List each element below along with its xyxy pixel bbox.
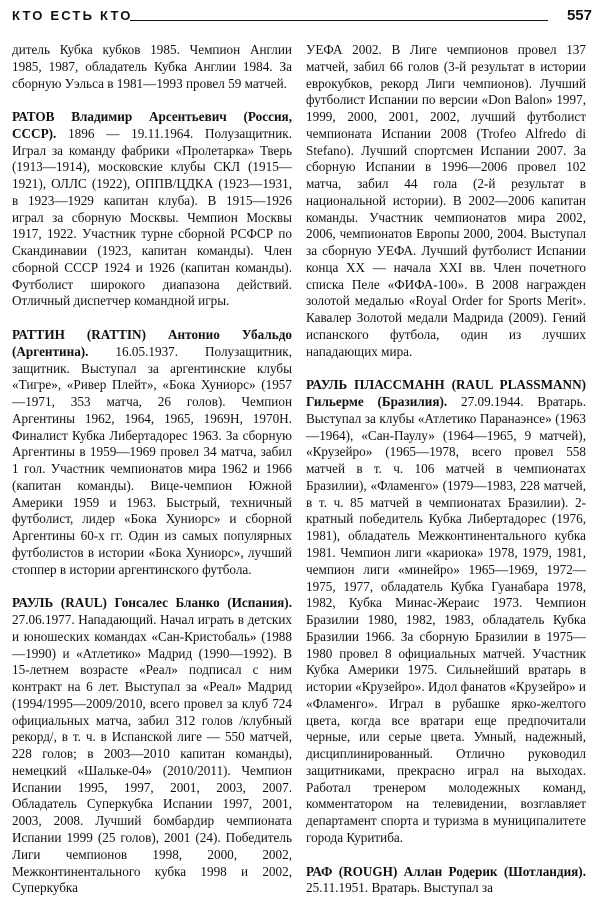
left-column — [12, 42, 292, 897]
entry-raul-plassmann — [306, 377, 586, 846]
page-header — [12, 8, 592, 26]
running-title: КТО ЕСТЬ КТО — [12, 8, 133, 23]
right-column — [306, 42, 586, 897]
entry-heading: РАТОВ Владимир Арсентьевич (Россия, СССР). — [12, 109, 292, 141]
entry-heading: РАТТИН (RATTIN) Антонио Убальдо (Аргентина). — [12, 327, 292, 359]
entry-raul — [12, 595, 292, 897]
entry-continuation: УЕФА 2002. В Лиге чемпионов провел 137 матчей, забил 66 голов (3-й результат в истории еврокубков, рекорд Лиги чемпионов). Лучший футболист Испании по версии «Don Balon» 1997, 1999, 2000, 2001, 2002, лучший футболист чемпионата Испании 2008 (Trofeo Alfredo di Stefano). Лучший спортсмен Испании 2007. За сборную Испании в 1996—2006 провел 102 матча, забил 44 гола (2-й результат в национальной истории). В 2002—2006 капитан команды. Участник чемпионатов мира 2002, 2006, чемпионатов Европы 2000, 2004. Выступал за сборную УЕФА. Лучший футболист Испании конца XX — начала XXI вв. Член почетного списка Пеле «ФИФА-100». В 2008 награжден золотой медалью «Royal Order for Sports Merit». Кавалер Золотой медали Мадрида (2009). Гений испанского футбола, один из лучших нападающих мира. — [306, 42, 586, 359]
header-rule — [130, 20, 548, 21]
entry-text: 1896 — 19.11.1964. Полузащитник. Играл за команду фабрики «Пролетарка» Тверь (1913—1914), московские клубы СКЛ (1915—1921), ОЛЛС (1922), ОППВ/ЦДКА (1923—1931, в 1923—1929 капитан клуба). В 1915—1926 играл за сборную Москвы. Чемпион Москвы 1917, 1922. Участник турне сборной РСФСР по Скандинавии (1923, капитан команды). Член сборной СССР 1924 и 1926 (капитан команды). Футболист широкого диапазона действий. Отличный диспетчер командной игры. — [12, 125, 292, 309]
entry-rattin — [12, 327, 292, 578]
entry-text: 16.05.1937. Полузащитник, защитник. Выступал за аргентинские клубы «Тигре», «Ривер Плейт», «Бока Хуниорс» (1957—1971, 353 матча, 26 голов). Чемпион Аргентины 1962, 1964, 1965, 1969Н, 1970Н. Финалист Кубка Либертадорес 1963. За сборную Аргентины в 1959—1969 провел 34 матча, забил 1 гол. Участник чемпионатов мира 1962 и 1966 (капитан команды). Вице-чемпион Южной Америки 1959 и 1963. Быстрый, техничный футболист, лидер «Бока Хуниорс» и сборной Аргентины 60-х гг. Один из самых популярных футболистов в истории «Бока Хуниорс», лучший стоппер в истории аргентинского футбола. — [12, 343, 292, 577]
entry-heading: РАФ (ROUGH) Аллан Родерик (Шотландия). — [306, 863, 586, 879]
entry-ratov — [12, 109, 292, 310]
entry-heading: РАУЛЬ ПЛАССМАНН (RAUL PLASSMANN) Гильерме (Бразилия). — [306, 377, 586, 410]
entry-text: 25.11.1951. Вратарь. Выступал за — [306, 880, 493, 896]
entry-heading: РАУЛЬ (RAUL) Гонсалес Бланко (Испания). — [12, 595, 292, 611]
entry-text: 27.06.1977. Нападающий. Начал играть в детских и юношеских командах «Сан-Кристобаль» (1988—1990) и «Атлетико» Мадрид (1990—1992). В 15-летнем возрасте «Реал» подписал с ним контракт на 6 лет. Выступал за «Реал» Мадрид (1994/1995—2009/2010, всего провел за клуб 724 официальных матча, забил 312 голов /клубный рекорд/, в т. ч. в Испанской лиге — 550 матчей, 228 голов; в 2003—2010 капитан команды), немецкий «Шальке-04» (2010/2011). Чемпион Испании 1995, 1997, 2001, 2003, 2007. Обладатель Суперкубка Испании 1997, 2001, 2003, 2008. Лучший бомбардир чемпионата Испании 1999 (25 голов), 2001 (24). Победитель Лиги чемпионов 1998, 2000, 2002, Межконтинентального кубка 1998 и 2002, Суперкубка — [12, 612, 292, 896]
entry-continuation: дитель Кубка кубков 1985. Чемпион Англии 1985, 1987, обладатель Кубка Англии 1984. За сборную Уэльса в 1981—1993 провел 59 матчей. — [12, 42, 292, 91]
page-number: 557 — [566, 7, 592, 24]
entry-rough — [306, 864, 586, 898]
entry-text: 27.09.1944. Вратарь. Выступал за клубы «Атлетико Паранаэнсе» (1963—1964), «Сан-Паулу» (1964—1965, 9 матчей), «Крузейро» (1965—1978, всего провел 558 матчей в т. ч. 106 матчей в чемпионатах Бразилии), «Фламенго» (1979—1983, 228 матчей, в т. ч. 85 матчей в чемпионатах Бразилии). 2-кратный победитель Кубка Либертадорес (1976, 1981), обладатель Межконтинентального кубка 1981. Чемпион лиги «кариока» 1978, 1979, 1981, чемпион лиги «минейро» 1965—1969, 1972—1975, 1977, обладатель Кубка Гуанабара 1978, 1982, Кубка Минас-Жераис 1973. Чемпион Бразилии 1980, 1982, 1983, обладатель Кубка Бразилии 1966. За сборную Бразилии в 1975—1980 провел 8 официальных матчей. Участник Кубка Америки 1975. Сильнейший вратарь в истории «Крузейро». Идол фанатов «Крузейро» и «Фламенго». Играл в рубашке ярко-желтого цвета, когда все вратари еще предпочитали черные, или серые цвета. Умный, надежный, дисциплинированный. Отлично руководил защитниками, прекрасно играл на выходах. Работал тренером молодежных команд, комментатором на телевидении, возглавляет департамент спорта и туризма в муниципалитете города Куритиба. — [306, 394, 586, 845]
